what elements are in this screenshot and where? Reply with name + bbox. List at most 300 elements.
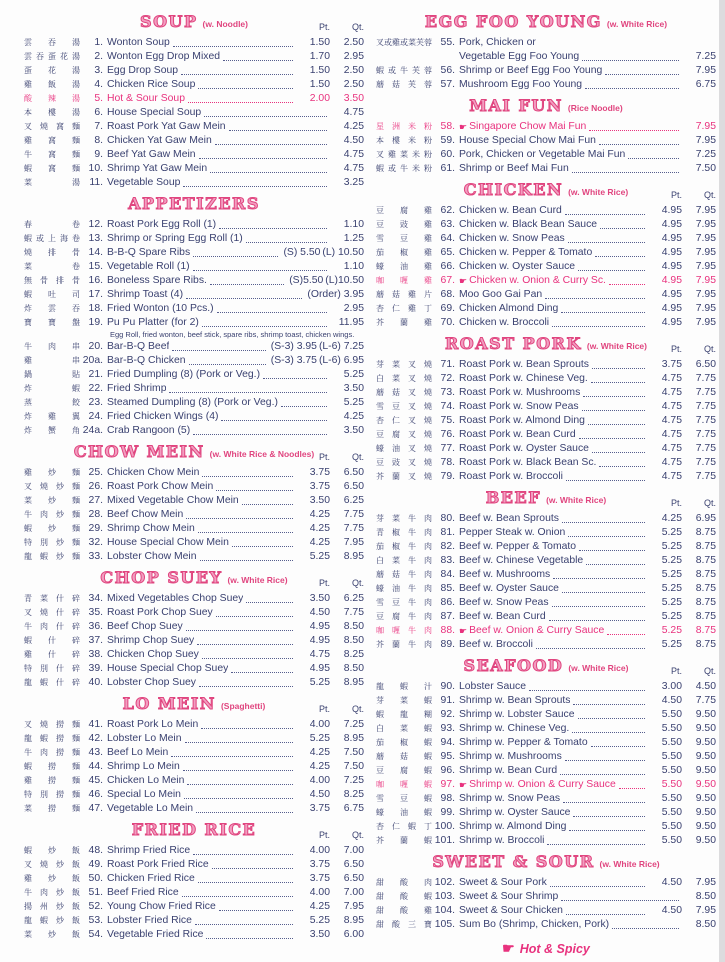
item-name: Mixed Vegetable Chow Mein [107,494,239,506]
section-header [376,488,716,510]
item-name: Vegetable Fried Rice [107,928,204,940]
price-qt: 8.75 [695,625,716,636]
dot-leader [578,718,645,719]
menu-item-row [24,508,364,522]
item-number: 61. [440,163,455,174]
qt-column-label: Qt. [703,190,716,200]
price-qt: 7.75 [695,471,716,482]
item-name: Roast Pork w. Snow Peas [459,401,579,412]
menu-item-row [24,886,364,900]
price-qt: 6.75 [343,802,364,814]
item-number: 38. [88,648,103,660]
price-qt: 9.50 [695,807,716,818]
menu-section [24,442,364,564]
item-name: Vegetable Lo Mein [107,802,194,814]
section-subtitle: (w. White Rice & Noodles) [209,448,315,459]
item-chinese-name: 芽菜牛肉 [376,514,432,523]
item-name: Chicken w. Onion & Curry Sc. [469,275,606,286]
item-name: Roast Pork w. Oyster Sauce [459,443,589,454]
price-pt: 4.50 [661,877,682,888]
item-chinese-name: 龍蝦汁 [376,682,432,691]
menu-item-row [24,396,364,410]
dot-leader [195,924,293,925]
item-chinese-name: 蘑菇叉燒 [376,388,432,397]
item-name: Fried Wonton (10 Pcs.) [107,303,214,314]
price-pt: 3.00 [661,681,682,692]
price-qt: 3.25 [343,177,364,188]
menu-item-row [24,424,364,438]
price-qt: 7.95 [695,135,716,146]
item-chinese-name: 蝦炒飯 [24,845,80,855]
dot-leader [566,914,645,915]
price-pt: 3.75 [309,466,330,478]
item-chinese-name: 菜湯 [24,178,80,187]
dot-leader [579,550,645,551]
item-number: 97. [440,779,455,790]
price-pt: 4.95 [661,275,682,286]
item-chinese-name: 芥蘭雞 [376,318,432,327]
menu-item-row [24,550,364,564]
item-chinese-name: 豆腐牛肉 [376,612,432,621]
price-pt: (S)5.50 [289,275,324,286]
menu-item-row [24,176,364,190]
dot-leader [600,228,645,229]
price-pt: 3.50 [309,928,330,940]
item-chinese-name: 蠔油叉燒 [376,444,432,453]
item-number: 26. [88,480,103,492]
dot-leader [229,130,327,131]
dot-leader [221,420,327,421]
item-chinese-name: 炸雲吞 [24,304,80,313]
menu-item-row [376,554,716,568]
price-qt: 4.75 [343,163,364,174]
item-chinese-name: 芥蘭牛肉 [376,640,432,649]
section-subtitle: (w. White Rice) [606,19,668,29]
dot-leader [607,634,645,635]
item-name: Shrimp w. Mushrooms [459,751,562,762]
dot-leader [204,116,327,117]
item-chinese-name: 鍋貼 [24,369,80,379]
pointing-hand-icon: ☛ [502,940,515,956]
price-pt: 4.25 [309,522,330,534]
item-name: Sum Bo (Shrimp, Chicken, Pork) [459,919,610,930]
dot-leader [246,602,293,603]
price-qt: 9.50 [695,765,716,776]
item-name: Beef w. Snow Peas [459,597,549,608]
price-qt: 7.25 [695,149,716,160]
item-chinese-name: 杏仁叉燒 [376,416,432,425]
item-chinese-name: 青椒牛肉 [376,528,432,537]
item-number: 65. [440,247,455,258]
qt-column-label: Qt. [351,577,364,588]
dot-leader [582,60,679,61]
item-number: 16. [88,275,103,286]
item-number: 73. [440,387,455,398]
price-qt: 2.50 [343,65,364,76]
item-chinese-name: 特別什碎 [24,663,80,673]
price-pt: 4.75 [661,443,682,454]
item-chinese-name: 叉燒撈麵 [24,719,80,729]
item-number: 85. [440,583,455,594]
menu-item-row [24,340,364,354]
item-chinese-name: 蠔油牛肉 [376,584,432,593]
item-chinese-name: 雪豆蝦 [376,794,432,803]
item-chinese-name: 菜卷 [24,262,80,271]
price-qt: 4.75 [343,107,364,118]
item-chinese-name: 牛肉炒飯 [24,887,80,897]
menu-item-row [376,806,716,820]
item-name: Roast Pork w. Bean Curd [459,429,576,440]
menu-item-row [24,634,364,648]
item-name: Roast Pork w. Broccoli [459,471,563,482]
price-pt: 4.75 [661,471,682,482]
dot-leader [595,256,645,257]
price-pt: 1.50 [309,79,330,90]
dot-leader [216,616,293,617]
hot-spicy-icon: ☛ [459,122,468,132]
price-qt: 7.75 [695,695,716,706]
item-name: Shrimp Yat Gaw Mein [107,163,208,174]
price-qt: 9.50 [695,835,716,846]
dot-leader [172,350,265,351]
price-pt: 5.25 [661,583,682,594]
qt-column-label: Qt. [703,498,716,508]
dot-leader [246,242,327,243]
price-qt: 3.50 [343,93,364,104]
menu-item-row [376,540,716,554]
menu-item-row [24,662,364,676]
price-qt: 7.95 [695,261,716,272]
item-name: Pork, Chicken or Vegetable Mai Fun [459,149,626,160]
price-qt: 8.95 [343,914,364,926]
item-number: 10. [88,163,103,174]
price-qt: 8.75 [695,541,716,552]
price-qt: 7.95 [695,303,716,314]
item-name: Pork, Chicken or [459,37,536,48]
section-title: SOUP [140,12,198,31]
item-name: Roast Pork Egg Roll (1) [107,219,217,230]
price-qt: 8.50 [343,662,364,674]
menu-item-row [24,218,364,232]
dot-leader [591,746,645,747]
price-qt: 7.50 [695,163,716,174]
price-qt: 7.95 [695,275,716,286]
menu-section [376,96,716,176]
item-chinese-name: 蠔油雞 [376,262,432,271]
dot-leader [186,630,293,631]
menu-item-row [24,260,364,274]
dot-leader [219,910,293,911]
dot-leader [552,606,645,607]
section-header [24,820,364,842]
dot-leader [572,732,645,733]
price-qt: 9.50 [695,723,716,734]
item-chinese-name: 芽菜叉燒 [376,360,432,369]
price-column-headers [648,190,716,200]
menu-item-row [24,120,364,134]
item-number: 41. [88,718,103,730]
price-column-headers [648,344,716,354]
menu-item-row [376,890,716,904]
price-qt: 7.25 [695,51,716,62]
item-chinese-name: 雲吞蛋花湯 [24,52,80,61]
price-qt: 8.50 [695,919,716,930]
menu-item-row [24,900,364,914]
item-name: Shrimp w. Snow Peas [459,793,561,804]
item-number: 21. [88,368,103,380]
pt-column-label: Pt. [318,451,330,462]
item-name: Beef Chow Mein [107,508,184,520]
price-qt: 5.25 [343,396,364,408]
item-name: Shrimp w. Almond Ding [459,821,567,832]
dot-leader [189,364,266,365]
price-qt: 6.95 [695,513,716,524]
item-name: Sweet & Sour Shrimp [459,891,559,902]
item-number: 69. [440,303,455,314]
item-number: 18. [88,303,103,314]
price-pt: 4.50 [309,606,330,618]
item-chinese-name: 雞炒飯 [24,873,80,883]
menu-item-row [376,596,716,610]
item-chinese-name: 蝦或牛米粉 [376,164,432,173]
price-qt: 6.00 [343,928,364,940]
dot-leader [549,620,645,621]
menu-item-row [376,204,716,218]
item-chinese-name: 豆腐叉燒 [376,430,432,439]
price-qt: 8.25 [343,788,364,800]
item-name: Roast Pork Yat Gaw Mein [107,121,226,132]
dot-leader [569,830,645,831]
item-number: 74. [440,401,455,412]
item-number: 94. [440,737,455,748]
menu-item-row [376,526,716,540]
item-name: Shrimp Chow Mein [107,522,195,534]
price-qt: 8.50 [695,891,716,902]
menu-item-row [376,134,716,148]
item-name: Mixed Vegetables Chop Suey [107,592,244,604]
item-number: 102. [434,877,455,888]
price-pt: 4.25 [309,760,330,772]
section-header [376,852,716,874]
price-pt: 5.25 [661,569,682,580]
item-name: Bar-B-Q Beef [107,340,170,352]
item-chinese-name: 豆豉雞 [376,220,432,229]
item-chinese-name: 豆豉叉燒 [376,458,432,467]
menu-item-row [24,302,364,316]
item-name: Lobster Chop Suey [107,676,196,688]
price-column-headers [296,578,364,588]
pt-column-label: Pt. [670,666,682,676]
item-name: Chicken w. Oyster Sauce [459,261,576,272]
price-qt: 7.75 [695,429,716,440]
pt-column-label: Pt. [318,829,330,840]
item-chinese-name: 雞飯湯 [24,80,80,89]
menu-section [24,194,364,438]
price-qt: 8.95 [343,732,364,744]
menu-item-row [24,914,364,928]
item-number: 53. [88,914,103,926]
menu-item-row [376,358,716,372]
dot-leader [592,368,645,369]
price-qt: 3.50 [343,382,364,394]
price-qt: 7.95 [695,317,716,328]
menu-item-row [376,428,716,442]
item-name: Special Lo Mein [107,788,181,800]
item-chinese-name: 白菜牛肉 [376,556,432,565]
price-qt: 4.25 [343,121,364,132]
item-number: 29. [88,522,103,534]
menu-item-row [376,470,716,484]
menu-item-row [24,844,364,858]
menu-item-row [24,676,364,690]
item-chinese-name: 牛肉撈麵 [24,747,80,757]
dot-leader [609,284,645,285]
section-subtitle: (w. White Rice) [568,663,629,673]
section-subtitle: (Rice Noodle) [567,103,623,113]
item-name: Beef w. Pepper & Tomato [459,541,577,552]
item-chinese-name: 青菜什碎 [24,593,80,603]
menu-section [24,694,364,816]
item-name: Shrimp w. Pepper & Tomato [459,737,588,748]
item-number: 86. [440,597,455,608]
menu-item-row [376,904,716,918]
item-number: 96. [440,765,455,776]
item-name: Shrimp w. Lobster Sauce [459,709,575,720]
price-pt: 4.50 [309,788,330,800]
menu-item-row [376,232,716,246]
price-qt: (L) 10.50 [322,247,364,258]
item-number: 70. [440,317,455,328]
price-qt: 2.50 [343,79,364,90]
item-name: Chicken Fried Rice [107,872,195,884]
item-number: 20a. [82,354,103,366]
dot-leader [188,102,293,103]
price-pt: 3.75 [309,858,330,870]
item-number: 50. [88,872,103,884]
dot-leader [605,74,679,75]
item-name: Shrimp w. Onion & Curry Sauce [469,779,616,790]
item-name: Young Chow Fried Rice [107,900,216,912]
item-number: 104. [434,905,455,916]
menu-item-row [24,368,364,382]
dot-leader [215,144,327,145]
dot-leader [578,270,645,271]
menu-item-row [376,386,716,400]
section-title: SWEET & SOUR [432,852,595,871]
item-number: 91. [440,695,455,706]
item-name: Sweet & Sour Pork [459,877,547,888]
section-header [376,334,716,356]
price-pt: 4.75 [661,415,682,426]
price-qt: 7.75 [343,606,364,618]
price-pt: 3.75 [309,480,330,492]
price-qt: 1.10 [343,219,364,230]
item-name: Beef Yat Gaw Mein [107,149,196,160]
price-pt: 1.50 [309,65,330,76]
item-number: 66. [440,261,455,272]
item-number: 83. [440,555,455,566]
price-pt: 4.95 [661,247,682,258]
section-header [24,442,364,464]
price-column-headers [648,666,716,676]
dot-leader [217,312,327,313]
item-chinese-name: 咖喱牛肉 [376,626,432,635]
price-pt: 5.50 [661,779,682,790]
item-name: Fried Chicken Wings (4) [107,410,219,422]
price-qt: 6.50 [343,480,364,492]
item-name: Hot & Sour Soup [107,93,185,104]
item-chinese-name: 雞什碎 [24,649,80,659]
item-name: Wonton Soup [107,37,170,48]
item-name: Pu Pu Platter (for 2) [107,317,199,328]
price-qt: 9.50 [695,737,716,748]
item-number: 6. [94,107,103,118]
dot-leader [619,788,645,789]
dot-leader [202,658,293,659]
menu-item-row [24,746,364,760]
item-number: 22. [88,382,103,394]
item-chinese-name: 燒排骨 [24,248,80,257]
item-chinese-name: 牛窩麵 [24,150,80,159]
item-chinese-name: 炸雞翼 [24,411,80,421]
item-chinese-name: 雲吞湯 [24,38,80,47]
item-name: Chicken w. Snow Peas [459,233,565,244]
menu-item-row [24,92,364,106]
menu-item-row [24,466,364,480]
dot-leader [200,560,293,561]
hot-spicy-legend [376,940,716,957]
section-title: APPETIZERS [128,194,260,213]
item-number: 24. [88,410,103,422]
menu-item-row [376,120,716,134]
price-qt: 9.50 [695,793,716,804]
item-chinese-name: 雪豆牛肉 [376,598,432,607]
price-qt: 7.95 [343,536,364,548]
item-chinese-name: 蝦龍糊 [376,710,432,719]
item-name: Roast Pork Fried Rice [107,858,209,870]
item-number: 64. [440,233,455,244]
price-pt: 4.75 [661,401,682,412]
dot-leader [572,172,679,173]
price-pt: 3.75 [661,359,682,370]
price-pt: 5.25 [661,527,682,538]
item-chinese-name: 杏仁蝦丁 [376,822,432,831]
item-number: 59. [440,135,455,146]
price-pt: 4.25 [309,536,330,548]
item-chinese-name: 蒸餃 [24,397,80,407]
item-number: 93. [440,723,455,734]
item-name: Shrimp Chop Suey [107,634,195,646]
menu-item-row [376,792,716,806]
dot-leader [583,396,645,397]
dot-leader [545,298,645,299]
menu-item-row [24,382,364,396]
item-name: Chicken Yat Gaw Mein [107,135,212,146]
item-number: 42. [88,732,103,744]
item-number: 24a. [82,424,103,436]
dot-leader [599,466,645,467]
item-chinese-name: 雪豆雞 [376,234,432,243]
dot-leader [562,522,645,523]
item-number: 28. [88,508,103,520]
item-number: 15. [88,261,103,272]
item-name: Chicken w. Black Bean Sauce [459,219,598,230]
item-number: 39. [88,662,103,674]
dot-leader [181,74,293,75]
item-number: 47. [88,802,103,814]
dot-leader [561,312,645,313]
section-subtitle: (w. White Rice) [586,341,647,351]
